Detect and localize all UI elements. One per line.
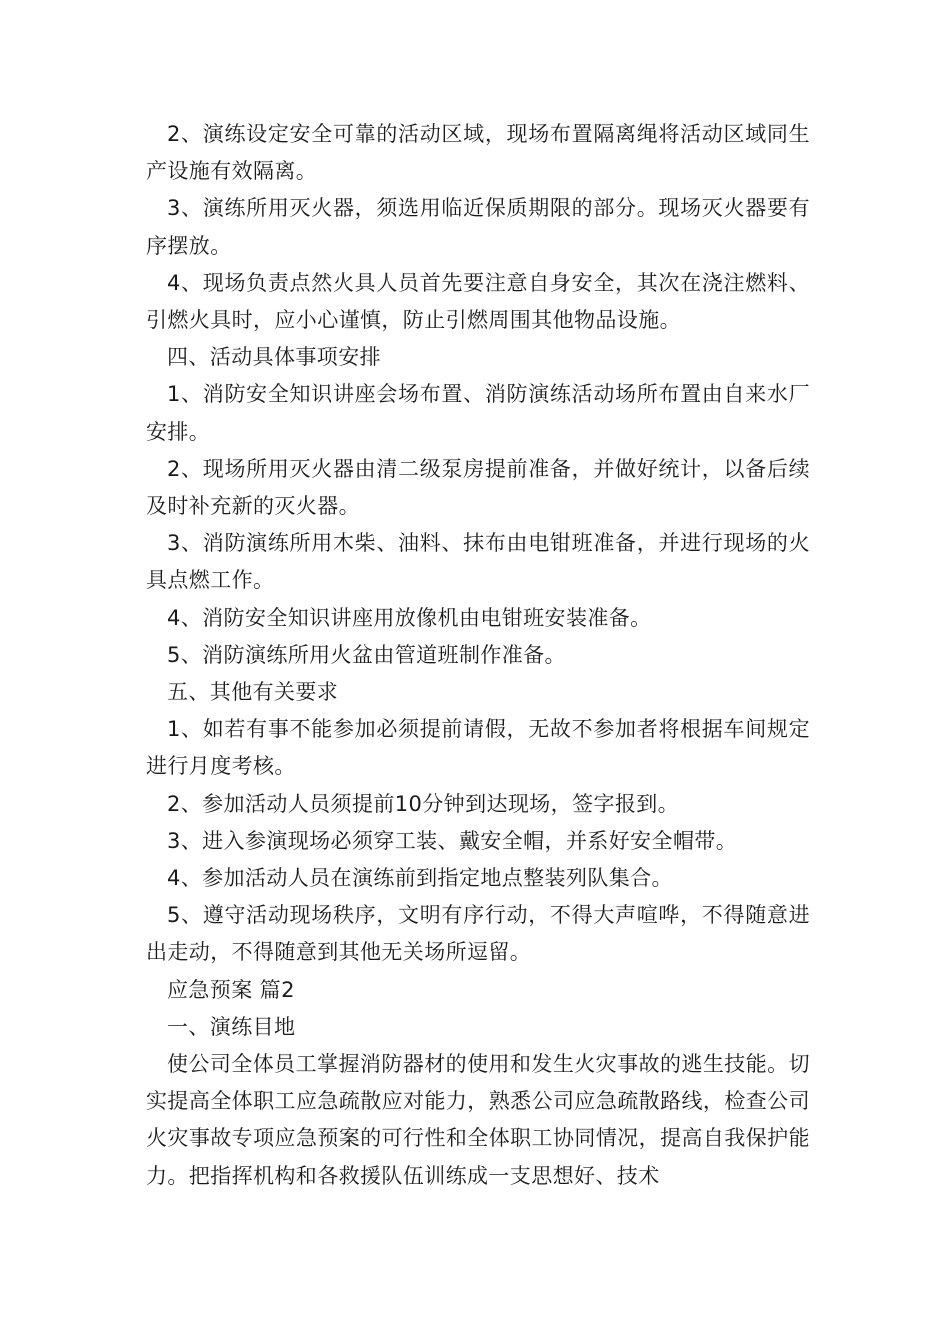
paragraph: 3、消防演练所用木柴、油料、抹布由电钳班准备，并进行现场的火具点燃工作。 <box>146 531 810 593</box>
paragraph: 使公司全体员工掌握消防器材的使用和发生火灾事故的逃生技能。切实提高全体职工应急疏散应对能力，熟悉公司应急疏散路线，检查公司火灾事故专项应急预案的可行性和全体职工协同情况，提高自我保护能力。把指挥机构和各救援队伍训练成一支思想好、技术 <box>146 1052 810 1188</box>
paragraph: 5、遵守活动现场秩序，文明有序行动，不得大声喧哗，不得随意进出走动，不得随意到其他无关场所逗留。 <box>146 903 810 965</box>
paragraph: 5、消防演练所用火盆由管道班制作准备。 <box>167 642 566 667</box>
paragraph: 1、如若有事不能参加必须提前请假，无故不参加者将根据车间规定进行月度考核。 <box>146 717 810 779</box>
paragraph: 2、现场所用灭火器由清二级泵房提前准备，并做好统计，以备后续及时补充新的灭火器。 <box>146 456 810 519</box>
section-heading: 五、其他有关要求 <box>167 680 339 705</box>
document-body <box>146 116 810 1195</box>
paragraph: 2、演练设定安全可靠的活动区域，现场布置隔离绳将活动区域同生产设施有效隔离。 <box>146 122 810 184</box>
paragraph: 2、参加活动人员须提前10分钟到达现场，签字报到。 <box>167 791 680 816</box>
paragraph: 1、消防安全知识讲座会场布置、消防演练活动场所布置由自来水厂安排。 <box>146 382 810 444</box>
paragraph: 4、参加活动人员在演练前到指定地点整装列队集合。 <box>167 866 673 891</box>
section-heading: 四、活动具体事项安排 <box>167 345 381 370</box>
section-heading: 一、演练目地 <box>167 1014 296 1039</box>
article-title: 应急预案 篇2 <box>167 977 295 1002</box>
paragraph: 3、演练所用灭火器，须选用临近保质期限的部分。现场灭火器要有序摆放。 <box>146 196 810 258</box>
paragraph: 4、现场负责点然火具人员首先要注意自身安全，其次在浇注燃料、引燃火具时，应小心谨慎，防止引燃周围其他物品设施。 <box>146 270 810 333</box>
paragraph: 3、进入参演现场必须穿工装、戴安全帽，并系好安全帽带。 <box>167 828 738 853</box>
paragraph: 4、消防安全知识讲座用放像机由电钳班安装准备。 <box>167 605 652 630</box>
